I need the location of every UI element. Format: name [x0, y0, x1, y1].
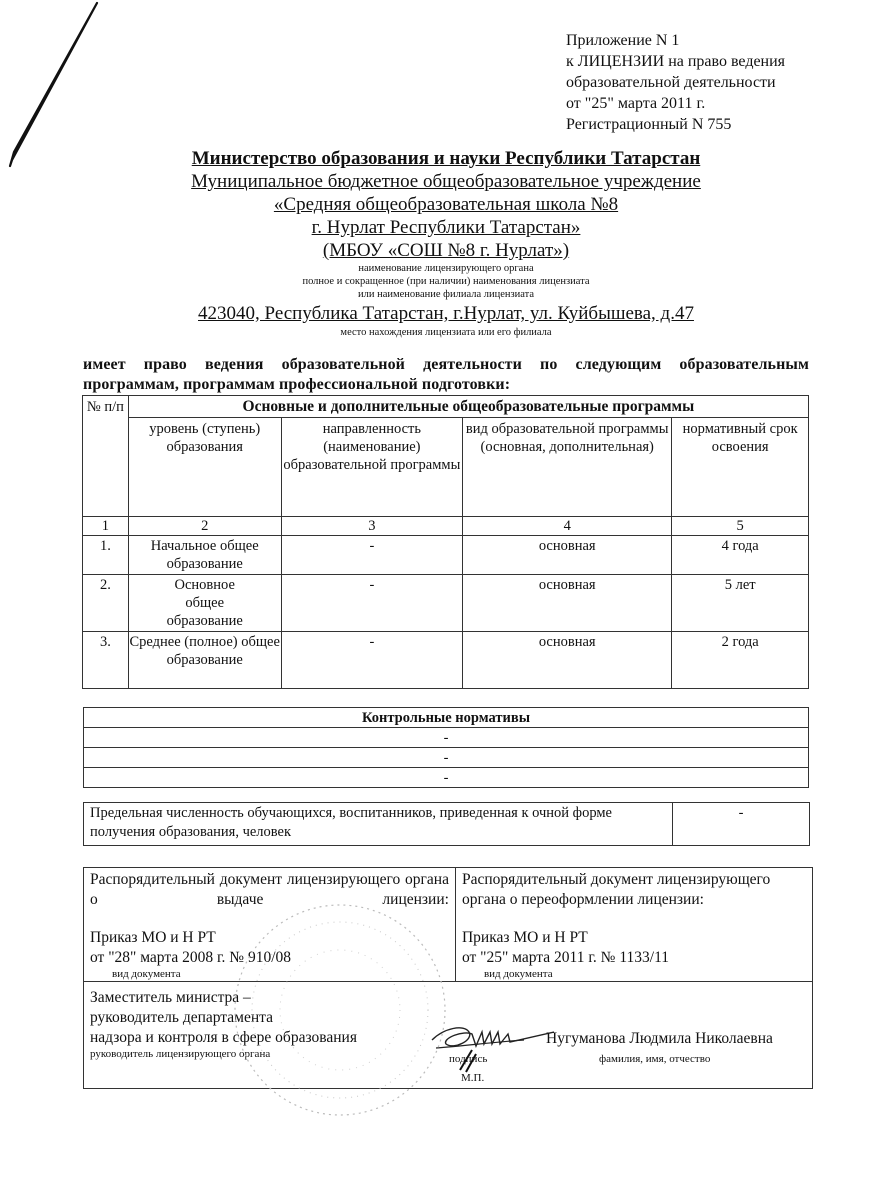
caption: наименование лицензирующего органа — [358, 263, 534, 274]
issue-order-details: от "28" марта 2008 г. № 910/08 — [90, 949, 292, 966]
handwritten-signature — [424, 1010, 554, 1092]
appendix-line: образовательной деятельности — [566, 74, 776, 91]
appendix-line: Приложение N 1 — [566, 32, 680, 49]
table-row — [84, 768, 809, 788]
program-direction: - — [281, 575, 462, 632]
control-norm-value: - — [84, 748, 809, 768]
caption: или наименование филиала лицензиата — [357, 289, 535, 300]
student-limit-value: - — [673, 803, 810, 846]
program-direction: - — [281, 536, 462, 575]
reissue-document-title: Распорядительный документ лицензирующего органа о переоформлении лицензии: — [461, 871, 771, 908]
signatory-cell — [84, 982, 813, 1089]
licensee-short-name: (МБОУ «СОШ №8 г. Нурлат») — [322, 240, 570, 261]
licensee-name-line: «Средняя общеобразовательная школа №8 — [273, 194, 619, 215]
education-level: Основное общее образование — [128, 575, 281, 632]
table-row — [84, 748, 809, 768]
control-norm-value: - — [84, 728, 809, 748]
administrative-documents-table — [83, 867, 813, 1089]
signatory-name: Нугуманова Людмила Николаевна — [546, 1030, 773, 1047]
caption: вид документа — [483, 968, 553, 980]
num-header: № п/п — [83, 396, 129, 517]
licensee-address: 423040, Республика Татарстан, г.Нурлат, ул. Куйбышева, д.47 — [198, 303, 694, 324]
table-row — [83, 575, 809, 632]
student-limit-table — [83, 802, 810, 846]
caption: место нахождения лицензиата или его филиала — [340, 327, 552, 338]
program-type: основная — [463, 632, 672, 689]
column-number: 1 — [83, 517, 129, 536]
column-number: 2 — [128, 517, 281, 536]
control-norm-value: - — [84, 768, 809, 788]
control-norms-table — [83, 707, 809, 788]
table-row — [83, 632, 809, 689]
appendix-line: Регистрационный N 755 — [566, 116, 732, 133]
column-number: 3 — [281, 517, 462, 536]
appendix-line: от "25" марта 2011 г. — [566, 95, 706, 112]
intro-paragraph: имеет право ведения образовательной деятельности по следующим образовательным программам, программам профессиональной подготовки: — [83, 356, 809, 393]
programs-table-title: Основные и дополнительные общеобразовательные программы — [128, 396, 808, 418]
table-row — [83, 536, 809, 575]
appendix-line: к ЛИЦЕНЗИИ на право ведения — [566, 53, 786, 70]
row-number: 3. — [83, 632, 129, 689]
program-direction: - — [281, 632, 462, 689]
reissue-document-cell — [455, 868, 812, 982]
program-type: основная — [463, 575, 672, 632]
student-limit-label: Предельная численность обучающихся, воспитанников, приведенная к очной форме получения образования, человек — [84, 803, 673, 846]
signatory-position: надзора и контроля в сфере образования — [90, 1029, 357, 1046]
issue-document-cell — [84, 868, 456, 982]
column-number: 4 — [463, 517, 672, 536]
column-header: нормативный срок освоения — [672, 418, 809, 517]
licensee-name-line: г. Нурлат Республики Татарстан» — [311, 217, 581, 238]
caption: руководитель лицензирующего органа — [90, 1048, 271, 1060]
signatory-position: Заместитель министра – — [90, 989, 251, 1006]
education-level: Среднее (полное) общее образование — [128, 632, 281, 689]
licensee-name-line: Муниципальное бюджетное общеобразовательное учреждение — [191, 171, 701, 192]
signature-caption: подпись — [449, 1053, 488, 1065]
issue-document-title: Распорядительный документ лицензирующего органа о выдаче лицензии: — [90, 871, 449, 908]
column-header: уровень (ступень) образования — [128, 418, 281, 517]
signatory-position: руководитель департамента — [90, 1009, 273, 1026]
control-norms-title: Контрольные нормативы — [84, 708, 809, 728]
programs-table — [82, 395, 809, 689]
row-number: 2. — [83, 575, 129, 632]
document-header — [0, 147, 872, 339]
column-header: направленность (наименование) образовательной программы — [281, 418, 462, 517]
program-term: 4 года — [672, 536, 809, 575]
reissue-order-type: Приказ МО и Н РТ — [461, 929, 588, 946]
program-term: 2 года — [672, 632, 809, 689]
issue-order-type: Приказ МО и Н РТ — [90, 929, 216, 946]
column-header: вид образовательной программы (основная, дополнительная) — [463, 418, 672, 517]
table-row — [84, 728, 809, 748]
reissue-order-details: от "25" марта 2011 г. № 1133/11 — [461, 949, 670, 966]
appendix-note — [566, 30, 856, 135]
row-number: 1. — [83, 536, 129, 575]
caption: фамилия, имя, отчество — [599, 1053, 711, 1065]
column-number: 5 — [672, 517, 809, 536]
licensing-authority: Министерство образования и науки Республики Татарстан — [191, 148, 701, 169]
seal-caption: М.П. — [461, 1072, 485, 1084]
education-level: Начальное общее образование — [128, 536, 281, 575]
program-type: основная — [463, 536, 672, 575]
column-numbers-row — [83, 517, 809, 536]
caption: полное и сокращенное (при наличии) наименования лицензиата — [302, 276, 590, 287]
program-term: 5 лет — [672, 575, 809, 632]
caption: вид документа — [112, 968, 181, 980]
